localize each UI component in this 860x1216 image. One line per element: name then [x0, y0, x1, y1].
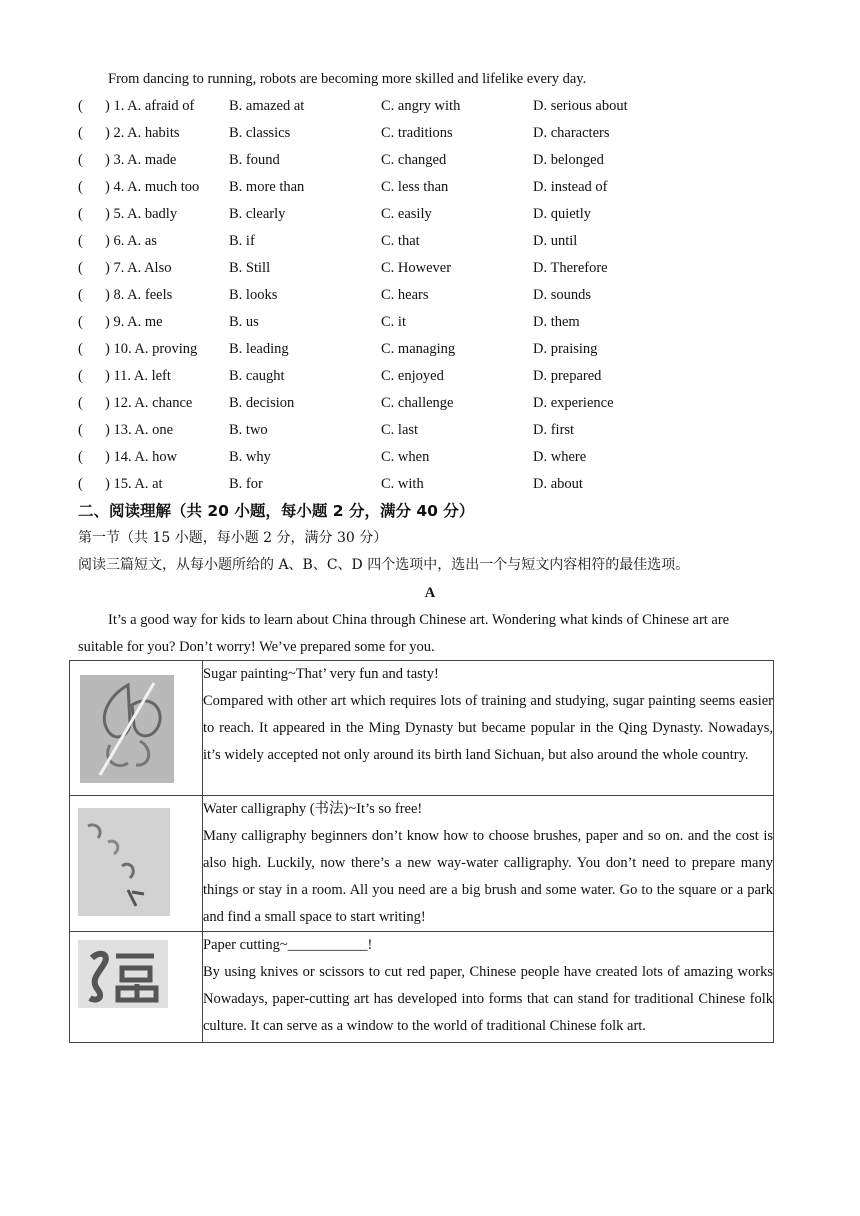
answer-paren: (	[78, 179, 83, 195]
question-row	[78, 474, 778, 494]
option-b: B. more than	[229, 179, 305, 195]
option-c: C. it	[381, 314, 406, 330]
option-d: D. characters	[533, 125, 610, 141]
option-d: D. where	[533, 449, 587, 465]
question-row	[78, 393, 778, 413]
option-b: B. clearly	[229, 206, 286, 222]
option-b: B. amazed at	[229, 98, 305, 114]
option-d: D. first	[533, 422, 575, 438]
option-c: C. that	[381, 233, 420, 249]
option-d: D. until	[533, 233, 578, 249]
option-b: B. found	[229, 152, 280, 168]
option-c: C. with	[381, 476, 424, 492]
option-b: B. if	[229, 233, 255, 249]
option-c: C. changed	[381, 152, 447, 168]
question-row	[78, 96, 778, 116]
option-c: C. However	[381, 260, 452, 276]
option-d: D. about	[533, 476, 583, 492]
option-c: C. traditions	[381, 125, 453, 141]
water-calligraphy-image	[78, 808, 170, 916]
question-row	[78, 339, 778, 359]
art-row-water-calligraphy	[70, 796, 774, 932]
option-b: B. us	[229, 314, 259, 330]
option-d: D. quietly	[533, 206, 591, 222]
row-body: Compared with other art which requires lots of training and studying, sugar painting seems easier to reach. It appeared in the Ming Dynasty but became popular in the Qing Dynasty. Nowadays, it’s widely accepted not only around its birth land Sichuan, but also around the whole country.	[203, 693, 773, 763]
option-d: D. instead of	[533, 179, 608, 195]
image-cell	[70, 796, 203, 932]
question-row	[78, 447, 778, 467]
option-a: ) 3. A. made	[105, 152, 177, 168]
answer-paren: (	[78, 422, 83, 438]
answer-paren: (	[78, 287, 83, 303]
art-row-paper-cutting	[70, 932, 774, 1043]
option-a: ) 13. A. one	[105, 422, 174, 438]
question-row	[78, 204, 778, 224]
text-cell	[203, 796, 774, 932]
text-cell	[203, 661, 774, 796]
question-row	[78, 285, 778, 305]
section-title: 二、阅读理解（共 20 小题，每小题 2 分，满分 40 分）	[78, 502, 475, 520]
answer-paren: (	[78, 395, 83, 411]
answer-paren: (	[78, 206, 83, 222]
paper-cutting-image	[78, 940, 168, 1008]
option-b: B. two	[229, 422, 268, 438]
option-c: C. managing	[381, 341, 456, 357]
art-table	[69, 660, 774, 1043]
option-a: ) 2. A. habits	[105, 125, 180, 141]
question-row	[78, 231, 778, 251]
option-d: D. Therefore	[533, 260, 608, 276]
option-c: C. enjoyed	[381, 368, 444, 384]
answer-paren: (	[78, 341, 83, 357]
option-d: D. belonged	[533, 152, 604, 168]
answer-paren: (	[78, 233, 83, 249]
option-c: C. angry with	[381, 98, 461, 114]
option-b: B. Still	[229, 260, 271, 276]
answer-paren: (	[78, 98, 83, 114]
option-d: D. prepared	[533, 368, 602, 384]
option-a: ) 1. A. afraid of	[105, 98, 195, 114]
answer-paren: (	[78, 152, 83, 168]
option-a: ) 11. A. left	[105, 368, 171, 384]
option-d: D. experience	[533, 395, 614, 411]
section-subtitle: 第一节（共 15 小题，每小题 2 分，满分 30 分）	[78, 530, 388, 546]
question-row	[78, 177, 778, 197]
row-heading: Paper cutting~___________!	[203, 937, 373, 953]
option-b: B. decision	[229, 395, 295, 411]
option-c: C. hears	[381, 287, 429, 303]
option-b: B. classics	[229, 125, 291, 141]
option-a: ) 9. A. me	[105, 314, 163, 330]
option-c: C. less than	[381, 179, 449, 195]
option-a: ) 4. A. much too	[105, 179, 200, 195]
option-c: C. challenge	[381, 395, 454, 411]
option-a: ) 5. A. badly	[105, 206, 178, 222]
question-row	[78, 258, 778, 278]
question-row	[78, 420, 778, 440]
option-b: B. looks	[229, 287, 278, 303]
butterfly-icon	[80, 675, 174, 783]
answer-paren: (	[78, 314, 83, 330]
answer-paren: (	[78, 368, 83, 384]
option-b: B. for	[229, 476, 263, 492]
option-a: ) 10. A. proving	[105, 341, 198, 357]
sugar-painting-image	[80, 675, 174, 783]
section-instruction: 阅读三篇短文，从每小题所给的 A、B、C、D 四个选项中，选出一个与短文内容相符的最佳选项。	[78, 557, 690, 573]
option-d: D. them	[533, 314, 580, 330]
row-heading: Water calligraphy (书法)~It’s so free!	[203, 801, 423, 817]
option-c: C. last	[381, 422, 419, 438]
answer-paren: (	[78, 449, 83, 465]
calligraphy-strokes-icon	[78, 808, 170, 916]
row-heading: Sugar painting~That’ very fun and tasty!	[203, 666, 439, 682]
option-c: C. easily	[381, 206, 432, 222]
text-cell	[203, 932, 774, 1043]
option-a: ) 12. A. chance	[105, 395, 193, 411]
passage-closing-sentence: From dancing to running, robots are becoming more skilled and lifelike every day.	[108, 71, 587, 87]
row-body: By using knives or scissors to cut red paper, Chinese people have created lots of amazing works Nowadays, paper-cutting art has developed into forms that can stand for traditional Chinese folk culture. It can serve as a window to the world of traditional Chinese folk art.	[203, 964, 773, 1034]
option-a: ) 8. A. feels	[105, 287, 173, 303]
question-row	[78, 150, 778, 170]
option-a: ) 6. A. as	[105, 233, 157, 249]
option-a: ) 14. A. how	[105, 449, 178, 465]
row-body: Many calligraphy beginners don’t know how to choose brushes, paper and so on. and the cost is also high. Luckily, now there’s a new way-water calligraphy. You don’t need to prepare many things or stay in a room. All you need are a big brush and some water. Go to the square or a park and find a small space to start writing!	[203, 828, 773, 925]
option-b: B. caught	[229, 368, 285, 384]
option-d: D. sounds	[533, 287, 592, 303]
image-cell	[70, 661, 203, 796]
answer-paren: (	[78, 260, 83, 276]
passage-letter: A	[424, 585, 436, 601]
option-d: D. praising	[533, 341, 598, 357]
question-row	[78, 123, 778, 143]
question-row	[78, 366, 778, 386]
question-row	[78, 312, 778, 332]
option-b: B. why	[229, 449, 271, 465]
option-a: ) 7. A. Also	[105, 260, 172, 276]
option-d: D. serious about	[533, 98, 628, 114]
image-cell	[70, 932, 203, 1043]
option-b: B. leading	[229, 341, 289, 357]
option-c: C. when	[381, 449, 430, 465]
passage-intro: It’s a good way for kids to learn about China through Chinese art. Wondering what kinds of Chinese art are suitable for you? Don’t worry! We’ve prepared some for you.	[78, 612, 730, 655]
answer-paren: (	[78, 476, 83, 492]
answer-paren: (	[78, 125, 83, 141]
option-a: ) 15. A. at	[105, 476, 163, 492]
fu-character-icon	[78, 940, 168, 1008]
art-row-sugar-painting	[70, 661, 774, 796]
